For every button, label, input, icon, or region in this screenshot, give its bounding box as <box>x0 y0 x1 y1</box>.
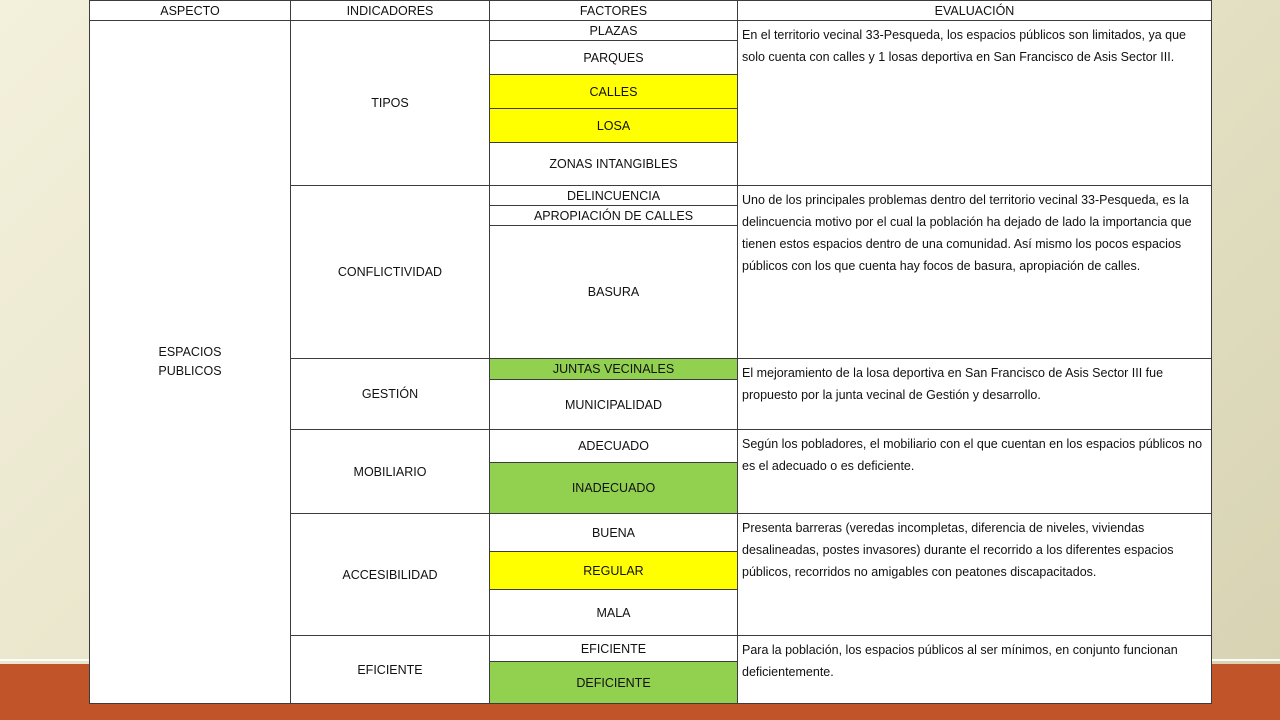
header-factores: FACTORES <box>490 1 738 21</box>
factor-cell-highlighted: INADECUADO <box>490 463 738 514</box>
factor-cell: PLAZAS <box>490 21 738 41</box>
indicator-gestion: GESTIÓN <box>291 359 490 430</box>
factor-cell: ADECUADO <box>490 430 738 463</box>
header-aspecto: ASPECTO <box>90 1 291 21</box>
evaluation-gestion: El mejoramiento de la losa deportiva en San Francisco de Asis Sector III fue propuesto por la junta vecinal de Gestión y desarrollo. <box>738 359 1212 430</box>
evaluation-accesibilidad: Presenta barreras (veredas incompletas, diferencia de niveles, viviendas desalineadas, postes invasores) durante el recorrido a los diferentes espacios públicos, recorridos no amigables con peatones discapacitados. <box>738 514 1212 636</box>
aspecto-line1: ESPACIOS <box>158 345 222 359</box>
factor-cell: BASURA <box>490 226 738 359</box>
indicator-conflictividad: CONFLICTIVIDAD <box>291 186 490 359</box>
factor-cell-highlighted: DEFICIENTE <box>490 662 738 704</box>
evaluation-eficiente: Para la población, los espacios públicos al ser mínimos, en conjunto funcionan deficientemente. <box>738 636 1212 704</box>
factor-cell-highlighted: LOSA <box>490 109 738 143</box>
factor-cell: MALA <box>490 590 738 636</box>
factor-cell: PARQUES <box>490 41 738 75</box>
header-evaluacion: EVALUACIÓN <box>738 1 1212 21</box>
header-row <box>90 1 1212 21</box>
header-indicadores: INDICADORES <box>291 1 490 21</box>
table-row <box>90 21 1212 41</box>
evaluation-mobiliario: Según los pobladores, el mobiliario con el que cuentan en los espacios públicos no es el adecuado o es deficiente. <box>738 430 1212 514</box>
evaluation-tipos: En el territorio vecinal 33-Pesqueda, los espacios públicos son limitados, ya que solo cuenta con calles y 1 losas deportiva en San Francisco de Asis Sector III. <box>738 21 1212 186</box>
indicator-accesibilidad: ACCESIBILIDAD <box>291 514 490 636</box>
evaluation-table <box>89 0 1212 704</box>
factor-cell-highlighted: CALLES <box>490 75 738 109</box>
aspecto-cell <box>90 21 291 704</box>
factor-cell: ZONAS INTANGIBLES <box>490 143 738 186</box>
factor-cell: EFICIENTE <box>490 636 738 662</box>
indicator-mobiliario: MOBILIARIO <box>291 430 490 514</box>
factor-cell: MUNICIPALIDAD <box>490 380 738 430</box>
factor-cell: BUENA <box>490 514 738 552</box>
factor-cell: APROPIACIÓN DE CALLES <box>490 206 738 226</box>
evaluation-conflictividad: Uno de los principales problemas dentro del territorio vecinal 33-Pesqueda, es la delincuencia motivo por el cual la población ha dejado de lado la importancia que tienen estos espacios dentro de una comunidad. Así mismo los pocos espacios públicos con los que cuenta hay focos de basura, apropiación de calles. <box>738 186 1212 359</box>
aspecto-line2: PUBLICOS <box>158 364 222 378</box>
factor-cell-highlighted: REGULAR <box>490 552 738 590</box>
indicator-tipos: TIPOS <box>291 21 490 186</box>
factor-cell: DELINCUENCIA <box>490 186 738 206</box>
indicator-eficiente: EFICIENTE <box>291 636 490 704</box>
factor-cell-highlighted: JUNTAS VECINALES <box>490 359 738 380</box>
